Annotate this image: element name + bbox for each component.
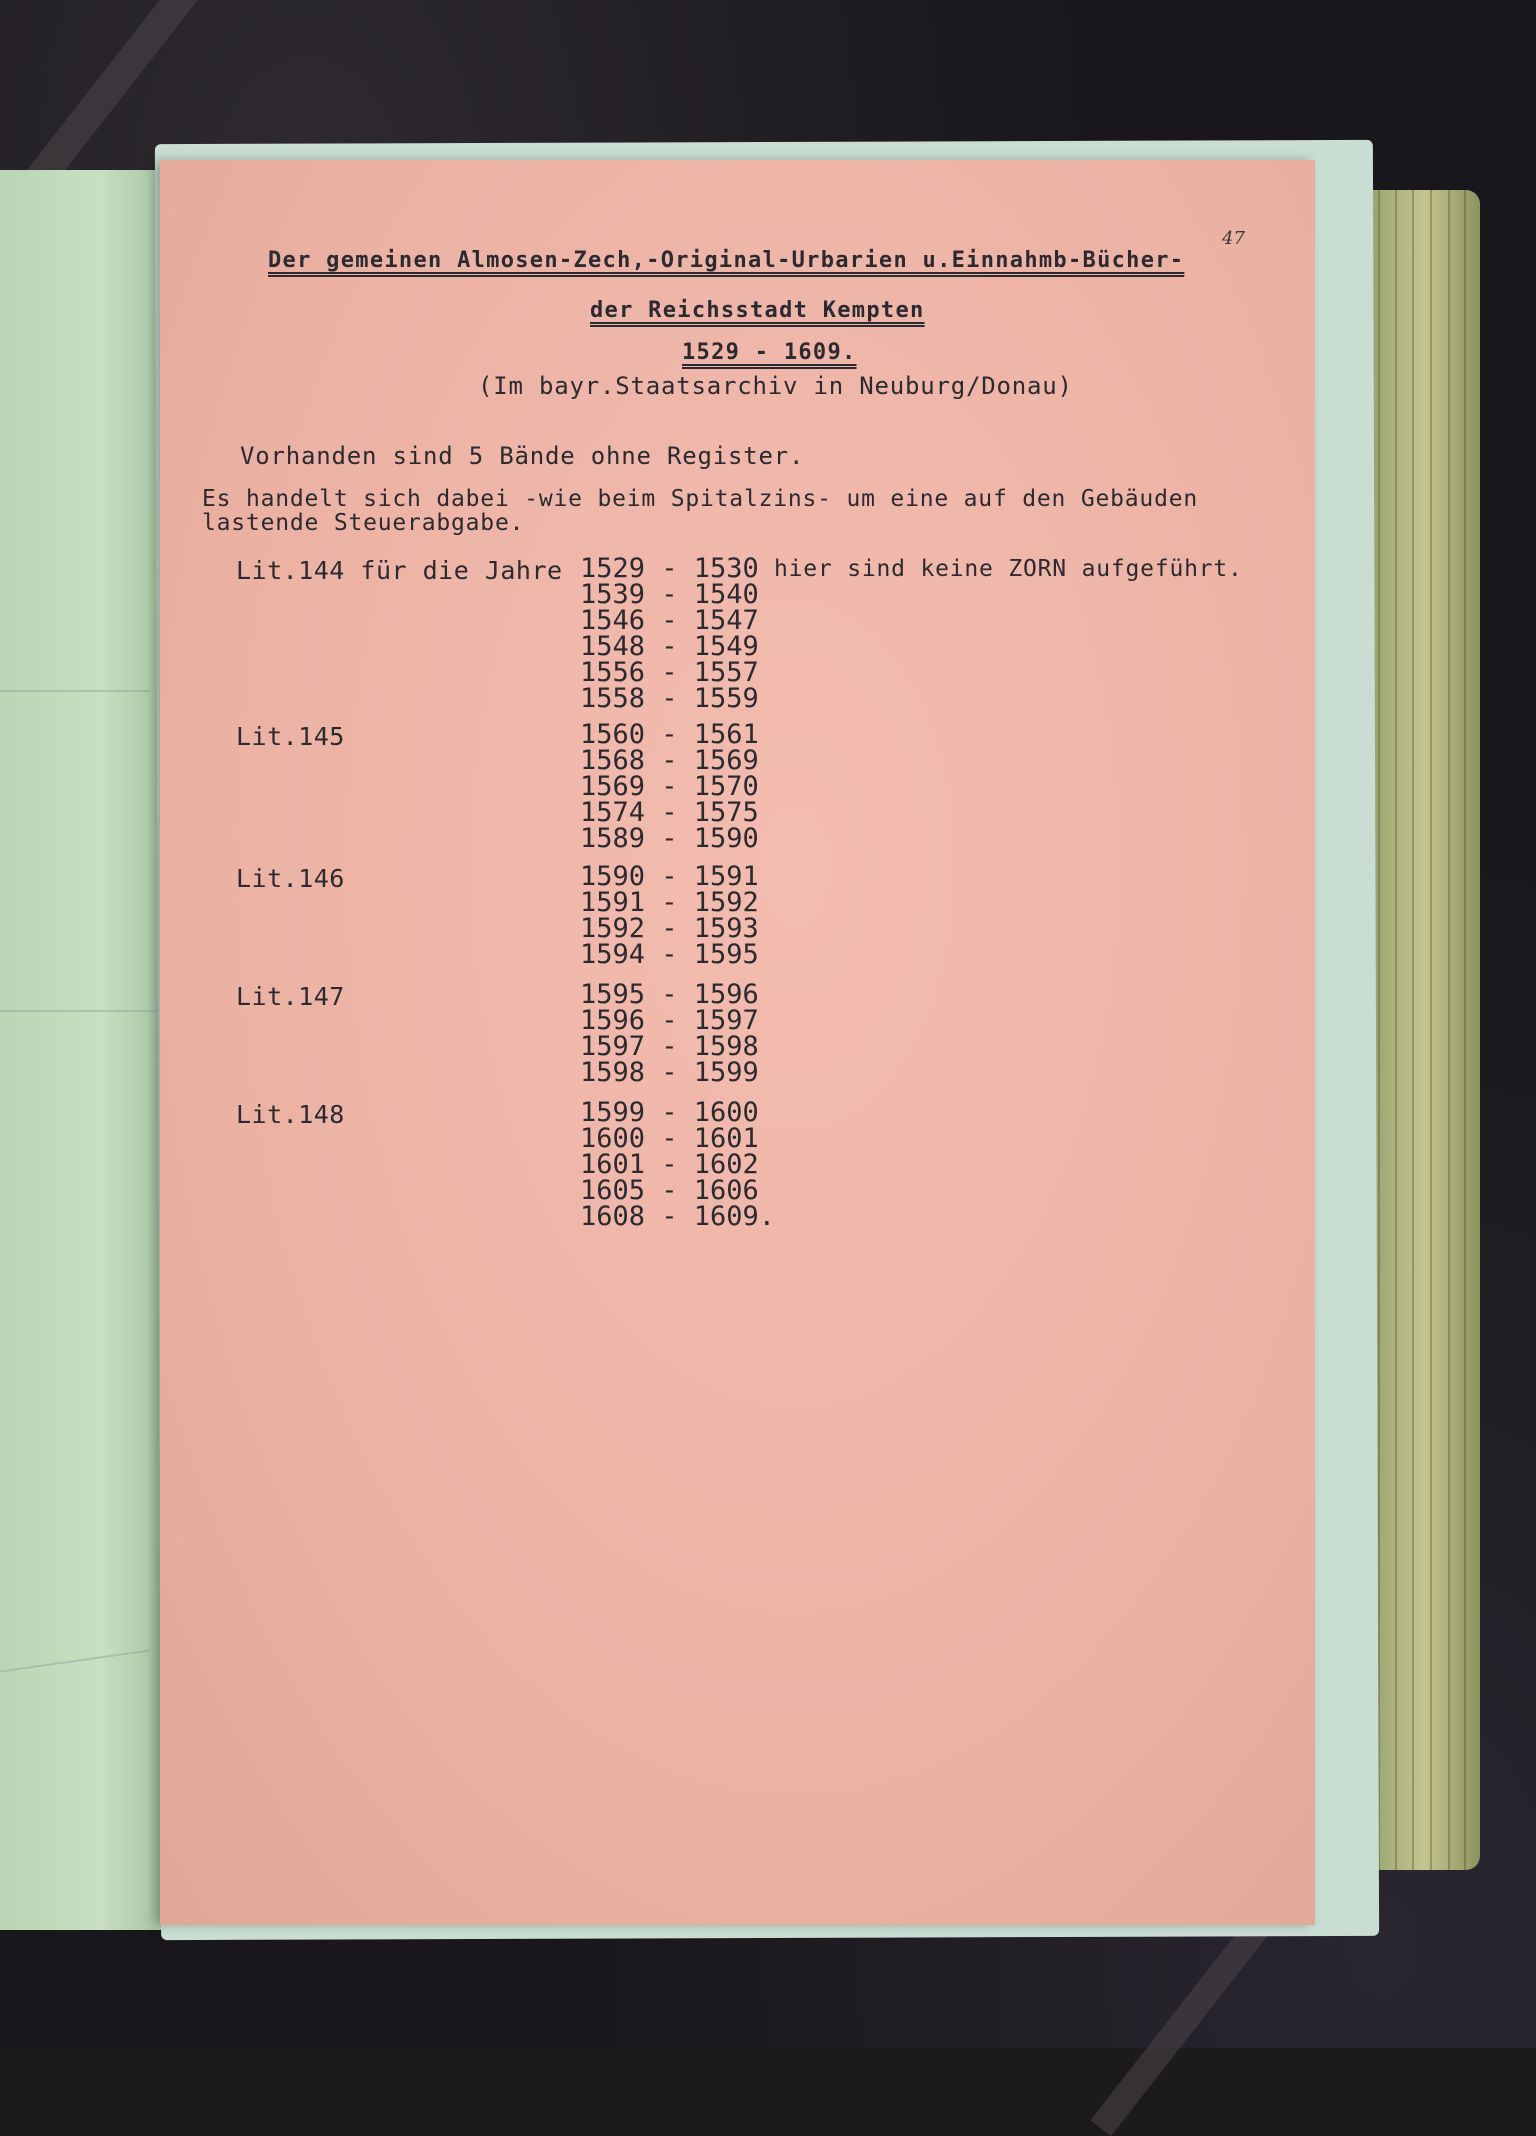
left-facing-page (0, 170, 168, 1930)
year-list (580, 979, 759, 1088)
title-main: Der gemeinen Almosen-Zech,-Original-Urbarien u.Einnahmb-Bücher- (268, 248, 1185, 273)
year-range: 1600 - 1601 (580, 1123, 759, 1154)
year-list (580, 861, 759, 970)
year-list (580, 553, 759, 714)
volume-label: Lit.144 für die Jahre (236, 556, 563, 585)
title-line-1 (268, 248, 1184, 273)
year-range: 1591 - 1592 (580, 887, 759, 918)
volume-label: Lit.145 (236, 722, 345, 751)
year-list (580, 719, 759, 854)
document-page (160, 160, 1315, 1925)
year-range: 1569 - 1570 (580, 771, 759, 802)
year-range: 1596 - 1597 (580, 1005, 759, 1036)
title-years: 1529 - 1609. (682, 340, 857, 365)
year-range: 1590 - 1591 (580, 861, 759, 892)
year-range: 1597 - 1598 (580, 1031, 759, 1062)
year-list (580, 1097, 776, 1232)
year-range: 1548 - 1549 (580, 631, 759, 662)
year-range: 1546 - 1547 (580, 605, 759, 636)
year-range: 1529 - 1530 (580, 553, 759, 584)
title-city: der Reichsstadt Kempten (590, 298, 925, 323)
year-range: 1601 - 1602 (580, 1149, 759, 1180)
year-range: 1598 - 1599 (580, 1057, 759, 1088)
year-range: 1594 - 1595 (580, 939, 759, 970)
year-range: 1568 - 1569 (580, 745, 759, 776)
description-line-2: lastende Steuerabgabe. (202, 510, 525, 536)
title-line-3 (682, 340, 857, 365)
archive-location: (Im bayr.Staatsarchiv in Neuburg/Donau) (478, 372, 1073, 400)
page-number: 47 (1222, 228, 1245, 249)
description-line-1: Es handelt sich dabei -wie beim Spitalzins- um eine auf den Gebäuden (202, 486, 1199, 512)
year-range: 1599 - 1600 (580, 1097, 759, 1128)
volume-label: Lit.148 (236, 1100, 345, 1129)
year-range: 1556 - 1557 (580, 657, 759, 688)
title-line-2 (590, 298, 925, 323)
volume-label: Lit.146 (236, 864, 345, 893)
year-range: 1605 - 1606 (580, 1175, 759, 1206)
year-range: 1558 - 1559 (580, 683, 759, 714)
year-range: 1608 - 1609. (580, 1201, 776, 1232)
volume-note: hier sind keine ZORN aufgeführt. (774, 556, 1243, 582)
year-range: 1592 - 1593 (580, 913, 759, 944)
volume-label: Lit.147 (236, 982, 345, 1011)
year-range: 1539 - 1540 (580, 579, 759, 610)
year-range: 1560 - 1561 (580, 719, 759, 750)
intro-text: Vorhanden sind 5 Bände ohne Register. (240, 442, 805, 470)
year-range: 1589 - 1590 (580, 823, 759, 854)
year-range: 1595 - 1596 (580, 979, 759, 1010)
year-range: 1574 - 1575 (580, 797, 759, 828)
